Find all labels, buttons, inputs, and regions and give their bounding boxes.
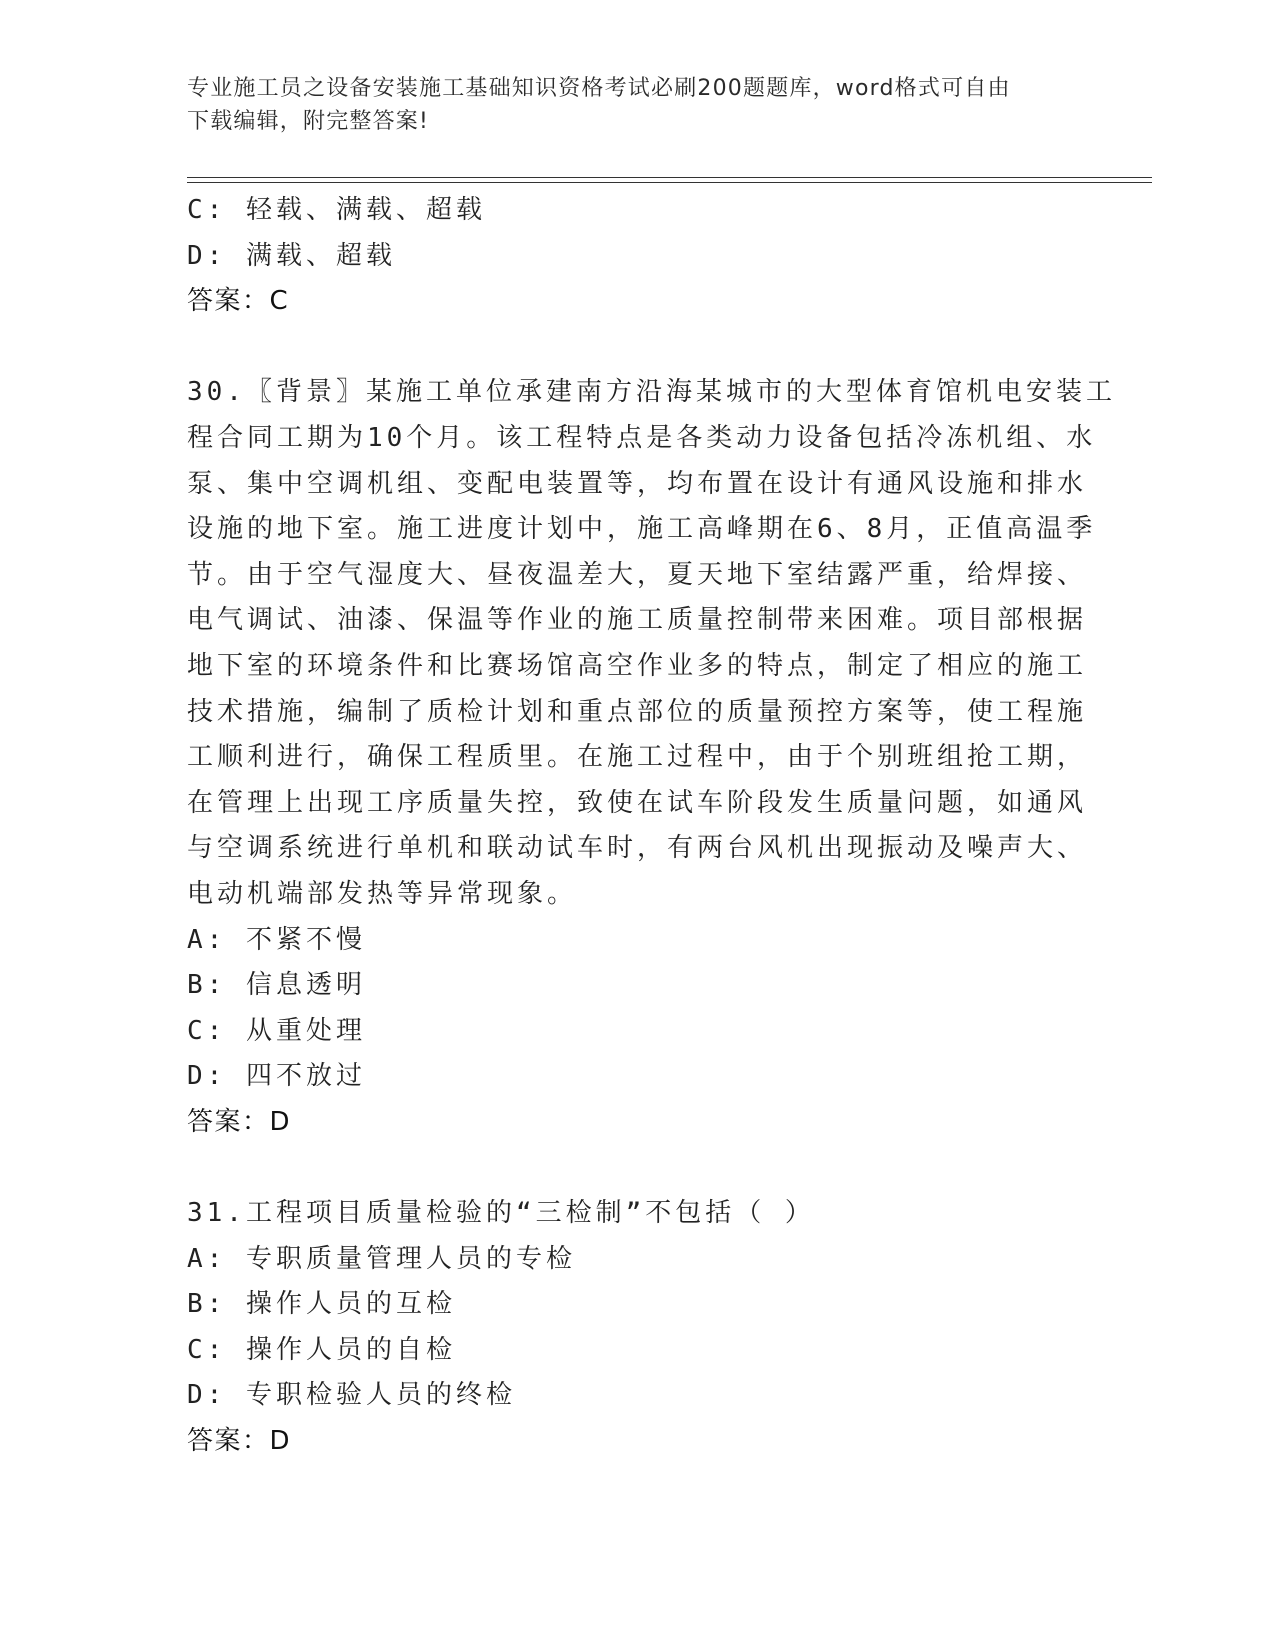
q31-option-a: A: 专职质量管理人员的专检 — [187, 1243, 576, 1274]
q29-option-c: C: 轻载、满载、超载 — [187, 195, 486, 225]
q31-stem: 31.工程项目质量检验的“三检制”不包括（ ） — [187, 1198, 815, 1229]
header-divider-top — [187, 177, 1152, 178]
header-divider-bottom — [187, 182, 1152, 183]
header-line-2: 下载编辑，附完整答案! — [187, 109, 430, 134]
q31-answer: 答案：D — [187, 1426, 292, 1457]
q30-stem-line: 设施的地下室。施工进度计划中，施工高峰期在6、8月，正值高温季 — [187, 514, 1097, 545]
q30-option-b: B: 信息透明 — [187, 970, 366, 1001]
document-body — [187, 188, 1116, 1465]
q30-stem-line: 与空调系统进行单机和联动试车时，有两台风机出现振动及噪声大、 — [187, 833, 1088, 864]
q30-stem-line: 程合同工期为10个月。该工程特点是各类动力设备包括冷冻机组、水 — [187, 422, 1097, 453]
spacer — [187, 1145, 1067, 1191]
q30-option-c: C: 从重处理 — [187, 1015, 366, 1046]
q30-stem-line: 节。由于空气湿度大、昼夜温差大，夏天地下室结露严重，给焊接、 — [187, 559, 1088, 590]
header-line-1: 专业施工员之设备安装施工基础知识资格考试必刷200题题库，word格式可自由 — [187, 76, 1011, 101]
document-header — [187, 72, 1067, 138]
question-29 — [187, 188, 1067, 325]
q30-stem-line: 电动机端部发热等异常现象。 — [187, 878, 578, 909]
q30-stem-line: 30.〖背景〗某施工单位承建南方沿海某城市的大型体育馆机电安装工 — [187, 377, 1116, 408]
q30-stem-line: 在管理上出现工序质量失控，致使在试车阶段发生质量问题，如通风 — [187, 787, 1088, 818]
spacer — [187, 325, 1067, 371]
question-31 — [187, 1191, 1067, 1465]
q29-answer: 答案：C — [187, 286, 290, 317]
q31-option-c: C: 操作人员的自检 — [187, 1334, 456, 1365]
q30-stem-line: 泵、集中空调机组、变配电装置等，均布置在设计有通风设施和排水 — [187, 468, 1088, 499]
q30-stem-line: 地下室的环境条件和比赛场馆高空作业多的特点，制定了相应的施工 — [187, 650, 1088, 681]
q30-stem-line: 技术措施，编制了质检计划和重点部位的质量预控方案等，使工程施 — [187, 696, 1088, 727]
question-30 — [187, 370, 1116, 1145]
q31-option-d: D: 专职检验人员的终检 — [187, 1380, 516, 1411]
q31-option-b: B: 操作人员的互检 — [187, 1289, 456, 1320]
q30-option-d: D: 四不放过 — [187, 1061, 366, 1092]
q30-answer: 答案：D — [187, 1106, 292, 1137]
q30-option-a: A: 不紧不慢 — [187, 924, 366, 955]
q30-stem-line: 工顺利进行，确保工程质里。在施工过程中，由于个别班组抢工期， — [187, 742, 1088, 773]
q29-option-d: D: 满载、超载 — [187, 240, 396, 271]
q30-stem-line: 电气调试、油漆、保温等作业的施工质量控制带来困难。项目部根据 — [187, 605, 1088, 636]
